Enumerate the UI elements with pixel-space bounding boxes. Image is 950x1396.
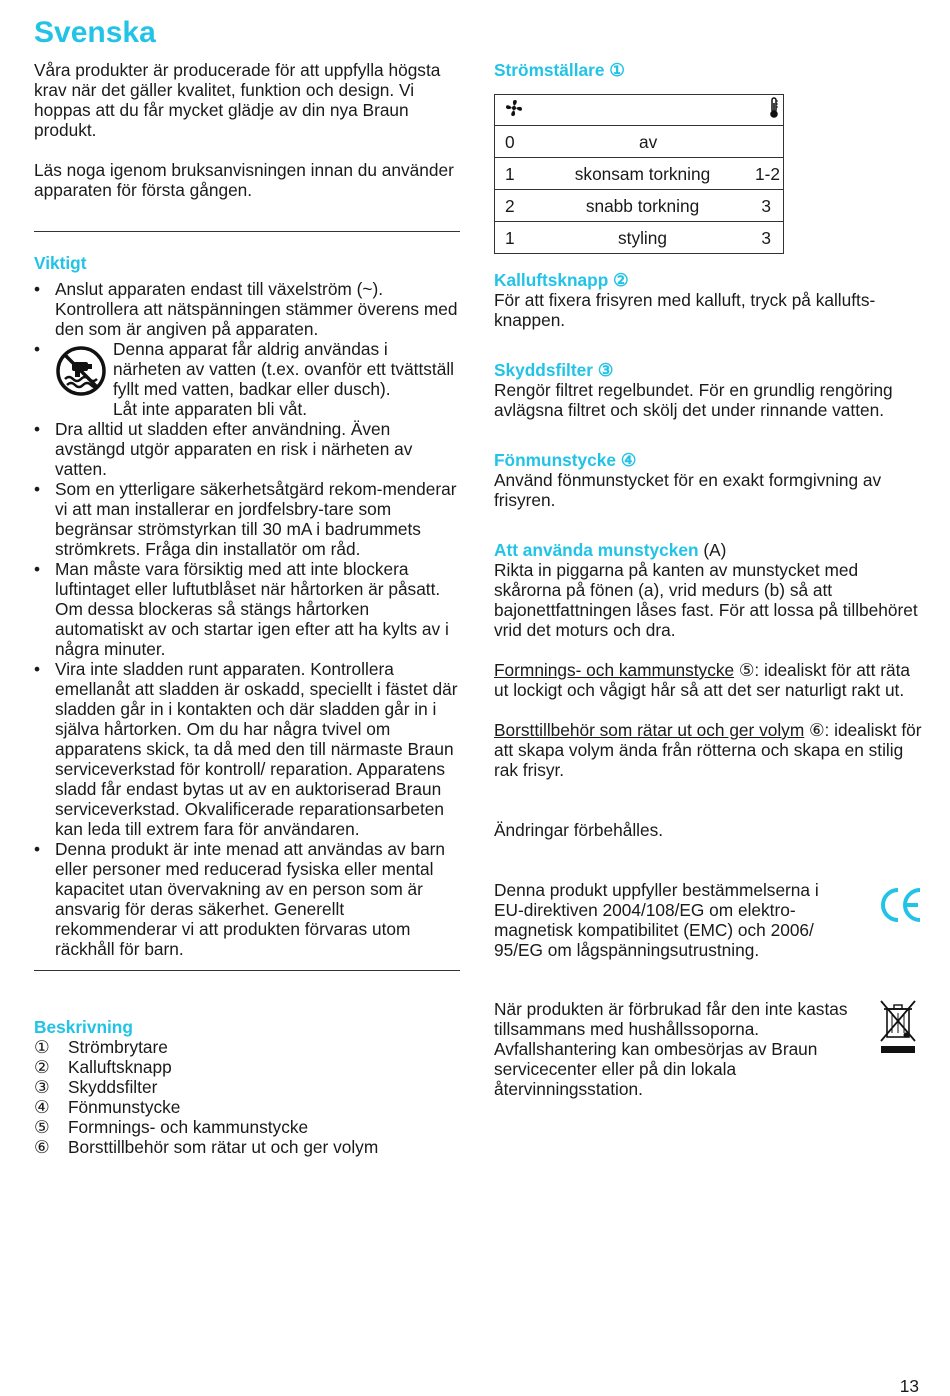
attachments-text: Rikta in piggarna på kanten av munstycket med skårorna på fönen (a), vrid medurs (b) så att bajonettfattningen låses fast. För att lossa på tillbehöret vrid det moturs och dra.	[494, 560, 918, 640]
switch-heading: Strömställare ①	[494, 60, 625, 80]
left-column	[34, 16, 460, 1157]
water-warning-text: Denna apparat får aldrig användas i närheten av vatten (t.ex. ovanför ett tvättställ fyllt med vatten, badkar eller dusch).	[113, 339, 455, 399]
filter-text: Rengör filtret regelbundet. För en grundlig rengöring avlägsna filtret och skölj det under rinnande vatten.	[494, 380, 893, 420]
intro-paragraph-2: Läs noga igenom bruksanvisningen innan du använder apparaten för första gången.	[34, 160, 454, 200]
table-row: 2 snabb torkning 3	[495, 190, 784, 222]
changes-notice: Ändringar förbehålles.	[494, 820, 664, 840]
thermometer-icon	[768, 97, 780, 119]
comb-attachment-text: Formnings- och kammunstycke ⑤: idealiskt för att räta ut lockigt och vågigt hår så att det ser naturligt rakt ut.	[494, 660, 910, 700]
brush-attachment-text: Borsttillbehör som rätar ut och ger volym ⑥: idealiskt för att skapa volym ända från rötterna och skapa en stilig rak frisyr.	[494, 720, 922, 780]
attachments-heading: Att använda munstycken (A)	[494, 540, 727, 560]
switch-settings-table	[494, 94, 784, 254]
list-item: ② Kalluftsknapp	[34, 1057, 172, 1077]
ce-mark-icon	[878, 885, 924, 925]
list-item: • Anslut apparaten endast till växelström (~). Kontrollera att nätspänningen stämmer överens med den som är angiven på apparaten.	[34, 279, 458, 339]
nozzle-text: Använd fönmunstycket för en exakt formgivning av frisyren.	[494, 470, 882, 510]
table-header-row	[495, 95, 784, 126]
important-list	[34, 279, 460, 959]
page-number: 13	[899, 1376, 919, 1396]
disposal-text: När produkten är förbrukad får den inte kastas tillsammans med hushållssoporna. Avfallshantering kan ombesörjas av Braun servicecenter eller på din lokala återvinningsstation.	[494, 999, 848, 1099]
disposal-section	[494, 999, 924, 1099]
list-item: • Dra alltid ut sladden efter användning. Även avstängd utgör apparaten en risk i närheten av vatten.	[34, 419, 413, 479]
list-item-water	[34, 339, 460, 419]
water-warning-text-2: Låt inte apparaten bli våt.	[113, 399, 308, 419]
page-title: Svenska	[34, 16, 156, 49]
crossed-bin-icon	[878, 997, 918, 1055]
list-item: ④ Fönmunstycke	[34, 1097, 181, 1117]
important-heading: Viktigt	[34, 253, 87, 273]
list-item: • Denna produkt är inte menad att användas av barn eller personer med reducerad fysiska eller mental kapacitet utan övervakning av en person som är ansvarig för deras säkerhet. Generellt rekommenderar vi att produkten förvaras utom räckhåll för barn.	[34, 839, 446, 959]
bullet: •	[34, 339, 41, 359]
bullet: •	[34, 279, 41, 299]
ce-section	[494, 880, 924, 960]
description-list	[34, 1037, 460, 1157]
filter-heading: Skyddsfilter ③	[494, 360, 614, 380]
list-item: • Som en ytterligare säkerhetsåtgärd rekom-menderar vi att man installerar en jordfelsbry-tare som begränsar strömstyrkan till 30 mA i badrummets strömkrets. Fråga din installatör om råd.	[34, 479, 457, 559]
table-row: 0 av	[495, 126, 784, 158]
intro-paragraph-1: Våra produkter är producerade för att uppfylla högsta krav när det gäller kvalitet, funktion och design. Vi hoppas att du får mycket glädje av din nya Braun produkt.	[34, 60, 441, 140]
nozzle-heading: Fönmunstycke ④	[494, 450, 637, 470]
table-row: 1 skonsam torkning 1-2	[495, 158, 784, 190]
ce-text: Denna produkt uppfyller bestämmelserna i EU-direktiven 2004/108/EG om elektro-magnetisk kompatibilitet (EMC) och 2006/ 95/EG om lågspänningsutrustning.	[494, 880, 819, 960]
cold-air-heading: Kalluftsknapp ②	[494, 270, 629, 290]
cold-air-text: För att fixera frisyren med kalluft, tryck på kallufts-knappen.	[494, 290, 876, 330]
table-row: 1 styling 3	[495, 222, 784, 254]
no-water-icon	[55, 345, 107, 397]
fan-icon	[505, 99, 523, 117]
list-item: • Man måste vara försiktig med att inte blockera luftintaget eller luftutblåset när hårtorken är påsatt. Om dessa blockeras så stängs hårtorken automatiskt av och startar igen efter att ha kylts av i några minuter.	[34, 559, 449, 659]
list-item: ⑥ Borsttillbehör som rätar ut och ger volym	[34, 1137, 379, 1157]
right-column	[494, 60, 924, 1099]
list-item: ③ Skyddsfilter	[34, 1077, 158, 1097]
description-heading: Beskrivning	[34, 1017, 133, 1037]
list-item: • Vira inte sladden runt apparaten. Kontrollera emellanåt att sladden är oskadd, speciellt i fästet där sladden går in i kontakten och där sladden går in i själva hårtorken. Om du har några tvivel om apparatens skick, ta då med den till närmaste Braun serviceverkstad för kontroll/ reparation. Apparatens sladd får endast bytas ut av en auktoriserad Braun serviceverkstad. Okvalificerade reparationsarbeten kan leda till extrem fara för användaren.	[34, 659, 458, 839]
list-item: ① Strömbrytare	[34, 1037, 168, 1057]
list-item: ⑤ Formnings- och kammunstycke	[34, 1117, 309, 1137]
